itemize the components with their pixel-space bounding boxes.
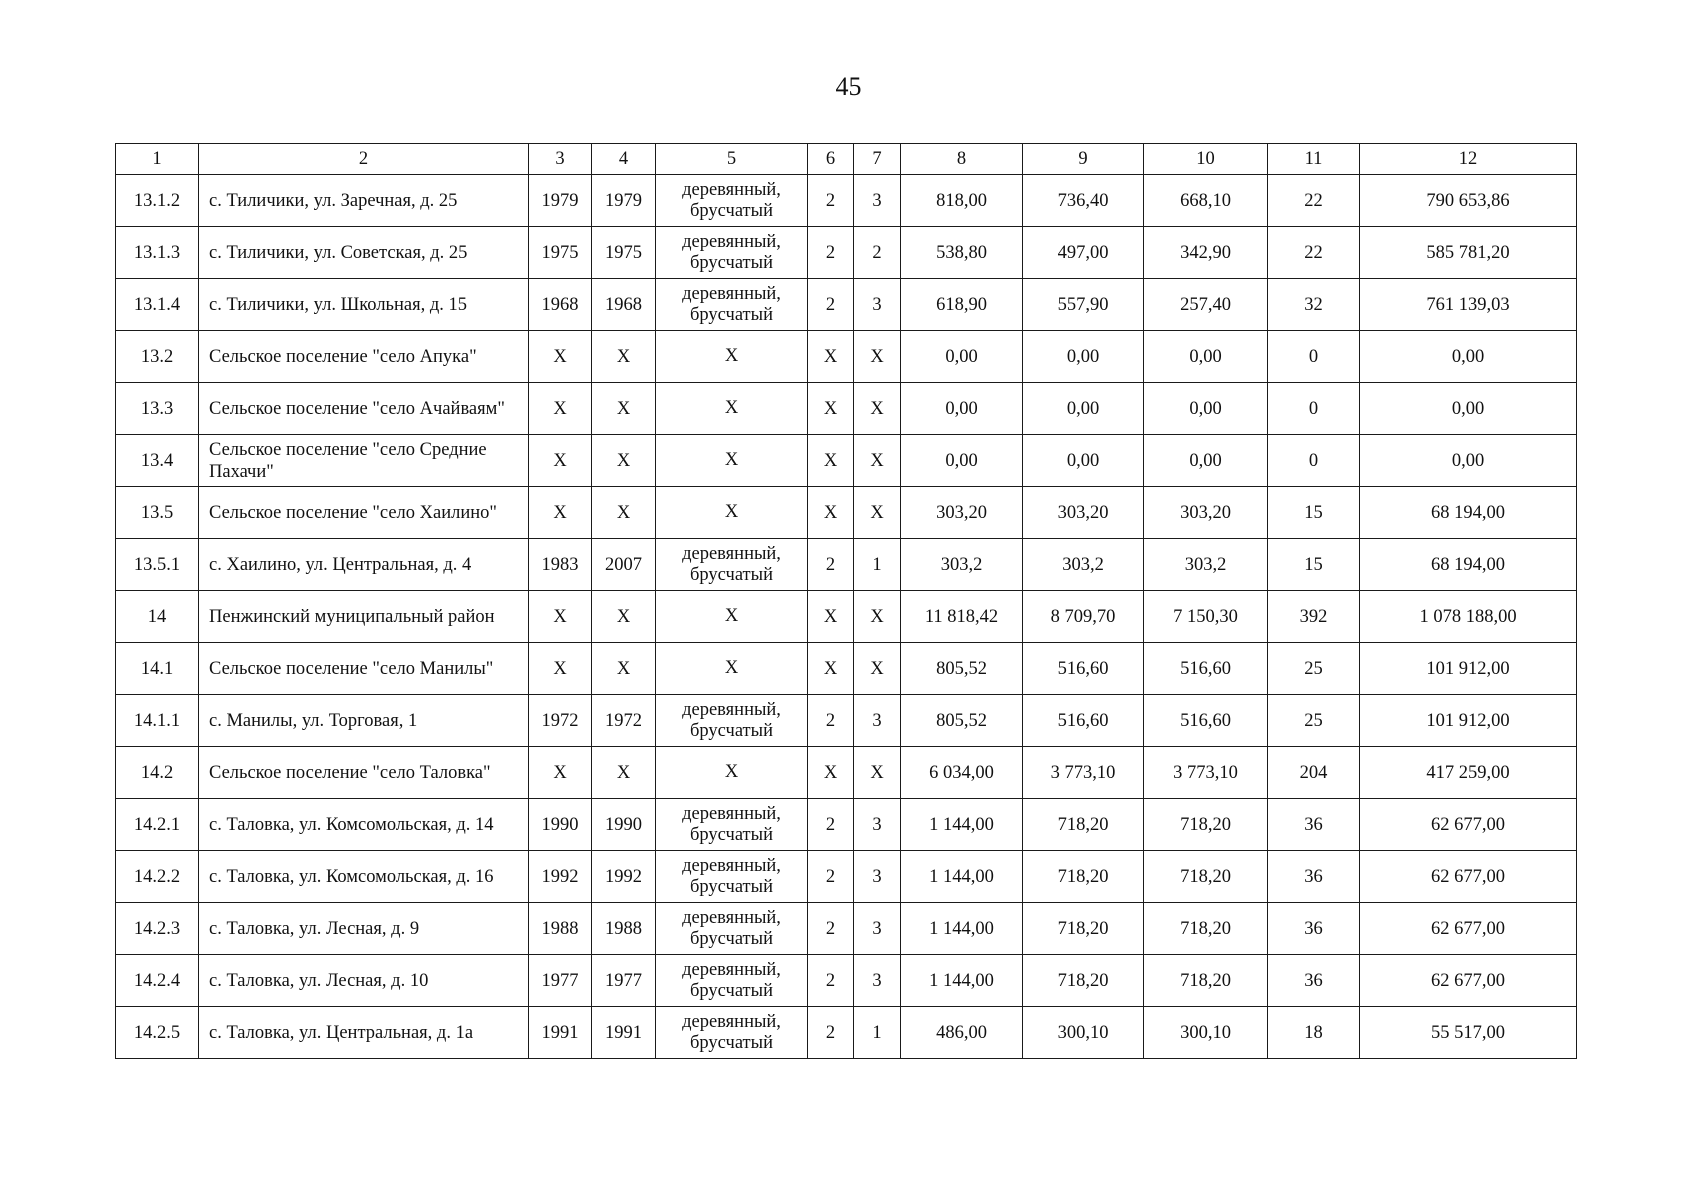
address-cell: с. Таловка, ул. Центральная, д. 1а bbox=[199, 1007, 529, 1059]
private-area-cell: 718,20 bbox=[1144, 799, 1268, 851]
floors-count-cell: 2 bbox=[808, 1007, 854, 1059]
total-area-cell: 805,52 bbox=[901, 643, 1023, 695]
private-area-cell: 0,00 bbox=[1144, 435, 1268, 487]
year-built-cell: 1990 bbox=[529, 799, 592, 851]
entrances-count-cell: 2 bbox=[854, 227, 901, 279]
cost-value-cell: 68 194,00 bbox=[1360, 487, 1577, 539]
item-number-cell: 14.2.5 bbox=[116, 1007, 199, 1059]
year-built-cell: X bbox=[529, 331, 592, 383]
private-area-cell: 342,90 bbox=[1144, 227, 1268, 279]
residents-count-cell: 0 bbox=[1268, 331, 1360, 383]
entrances-count-cell: 3 bbox=[854, 851, 901, 903]
column-number: 5 bbox=[656, 144, 808, 175]
table-row bbox=[116, 227, 1577, 279]
table-row bbox=[116, 175, 1577, 227]
floors-count-cell: X bbox=[808, 487, 854, 539]
wall-material-cell: деревянный, брусчатый bbox=[656, 903, 808, 955]
address-cell: с. Манилы, ул. Торговая, 1 bbox=[199, 695, 529, 747]
column-number: 4 bbox=[592, 144, 656, 175]
year-commissioned-cell: 1991 bbox=[592, 1007, 656, 1059]
entrances-count-cell: 3 bbox=[854, 175, 901, 227]
address-cell: с. Таловка, ул. Комсомольская, д. 16 bbox=[199, 851, 529, 903]
residents-count-cell: 204 bbox=[1268, 747, 1360, 799]
residential-area-cell: 516,60 bbox=[1023, 643, 1144, 695]
column-number-row bbox=[116, 144, 1577, 175]
item-number-cell: 13.3 bbox=[116, 383, 199, 435]
total-area-cell: 11 818,42 bbox=[901, 591, 1023, 643]
year-commissioned-cell: X bbox=[592, 435, 656, 487]
private-area-cell: 0,00 bbox=[1144, 383, 1268, 435]
item-number-cell: 13.1.3 bbox=[116, 227, 199, 279]
table-row bbox=[116, 955, 1577, 1007]
floors-count-cell: 2 bbox=[808, 799, 854, 851]
item-number-cell: 13.5 bbox=[116, 487, 199, 539]
residential-area-cell: 718,20 bbox=[1023, 955, 1144, 1007]
floors-count-cell: 2 bbox=[808, 695, 854, 747]
address-cell: с. Хаилино, ул. Центральная, д. 4 bbox=[199, 539, 529, 591]
total-area-cell: 0,00 bbox=[901, 331, 1023, 383]
table-row bbox=[116, 435, 1577, 487]
entrances-count-cell: X bbox=[854, 643, 901, 695]
year-commissioned-cell: 1977 bbox=[592, 955, 656, 1007]
residential-area-cell: 3 773,10 bbox=[1023, 747, 1144, 799]
year-built-cell: 1979 bbox=[529, 175, 592, 227]
address-cell: с. Тиличики, ул. Советская, д. 25 bbox=[199, 227, 529, 279]
residents-count-cell: 392 bbox=[1268, 591, 1360, 643]
wall-material-cell: деревянный, брусчатый bbox=[656, 695, 808, 747]
column-number: 6 bbox=[808, 144, 854, 175]
residents-count-cell: 0 bbox=[1268, 383, 1360, 435]
year-built-cell: 1977 bbox=[529, 955, 592, 1007]
item-number-cell: 14.1.1 bbox=[116, 695, 199, 747]
item-number-cell: 13.1.2 bbox=[116, 175, 199, 227]
year-commissioned-cell: 1972 bbox=[592, 695, 656, 747]
year-built-cell: 1991 bbox=[529, 1007, 592, 1059]
entrances-count-cell: X bbox=[854, 591, 901, 643]
wall-material-cell: деревянный, брусчатый bbox=[656, 955, 808, 1007]
private-area-cell: 668,10 bbox=[1144, 175, 1268, 227]
total-area-cell: 1 144,00 bbox=[901, 903, 1023, 955]
residential-area-cell: 718,20 bbox=[1023, 799, 1144, 851]
year-commissioned-cell: 1992 bbox=[592, 851, 656, 903]
wall-material-cell: деревянный, брусчатый bbox=[656, 227, 808, 279]
private-area-cell: 718,20 bbox=[1144, 851, 1268, 903]
entrances-count-cell: 3 bbox=[854, 955, 901, 1007]
item-number-cell: 14.1 bbox=[116, 643, 199, 695]
column-number: 11 bbox=[1268, 144, 1360, 175]
year-commissioned-cell: X bbox=[592, 331, 656, 383]
cost-value-cell: 62 677,00 bbox=[1360, 903, 1577, 955]
residential-area-cell: 300,10 bbox=[1023, 1007, 1144, 1059]
table-row bbox=[116, 331, 1577, 383]
table-row bbox=[116, 487, 1577, 539]
private-area-cell: 516,60 bbox=[1144, 695, 1268, 747]
year-commissioned-cell: X bbox=[592, 591, 656, 643]
table-row bbox=[116, 695, 1577, 747]
wall-material-cell: X bbox=[656, 383, 808, 435]
private-area-cell: 3 773,10 bbox=[1144, 747, 1268, 799]
wall-material-cell: X bbox=[656, 487, 808, 539]
column-number: 10 bbox=[1144, 144, 1268, 175]
entrances-count-cell: X bbox=[854, 331, 901, 383]
item-number-cell: 13.2 bbox=[116, 331, 199, 383]
year-commissioned-cell: 2007 bbox=[592, 539, 656, 591]
private-area-cell: 7 150,30 bbox=[1144, 591, 1268, 643]
residential-area-cell: 0,00 bbox=[1023, 435, 1144, 487]
address-cell: Сельское поселение "село Манилы" bbox=[199, 643, 529, 695]
table-row bbox=[116, 591, 1577, 643]
item-number-cell: 13.4 bbox=[116, 435, 199, 487]
year-commissioned-cell: 1990 bbox=[592, 799, 656, 851]
wall-material-cell: деревянный, брусчатый bbox=[656, 851, 808, 903]
residential-area-cell: 497,00 bbox=[1023, 227, 1144, 279]
table-row bbox=[116, 747, 1577, 799]
table-row bbox=[116, 903, 1577, 955]
item-number-cell: 14.2 bbox=[116, 747, 199, 799]
address-cell: Сельское поселение "село Средние Пахачи" bbox=[199, 435, 529, 487]
total-area-cell: 538,80 bbox=[901, 227, 1023, 279]
floors-count-cell: X bbox=[808, 591, 854, 643]
table-row bbox=[116, 799, 1577, 851]
table-row bbox=[116, 539, 1577, 591]
year-built-cell: 1983 bbox=[529, 539, 592, 591]
floors-count-cell: X bbox=[808, 747, 854, 799]
wall-material-cell: деревянный, брусчатый bbox=[656, 539, 808, 591]
floors-count-cell: X bbox=[808, 643, 854, 695]
cost-value-cell: 62 677,00 bbox=[1360, 955, 1577, 1007]
private-area-cell: 0,00 bbox=[1144, 331, 1268, 383]
residential-area-cell: 303,20 bbox=[1023, 487, 1144, 539]
entrances-count-cell: X bbox=[854, 435, 901, 487]
page-number: 45 bbox=[835, 72, 862, 101]
year-commissioned-cell: 1975 bbox=[592, 227, 656, 279]
cost-value-cell: 417 259,00 bbox=[1360, 747, 1577, 799]
column-number: 3 bbox=[529, 144, 592, 175]
residents-count-cell: 32 bbox=[1268, 279, 1360, 331]
floors-count-cell: 2 bbox=[808, 851, 854, 903]
cost-value-cell: 761 139,03 bbox=[1360, 279, 1577, 331]
item-number-cell: 14.2.1 bbox=[116, 799, 199, 851]
year-commissioned-cell: X bbox=[592, 487, 656, 539]
total-area-cell: 303,20 bbox=[901, 487, 1023, 539]
year-commissioned-cell: 1979 bbox=[592, 175, 656, 227]
item-number-cell: 14.2.4 bbox=[116, 955, 199, 1007]
residential-area-cell: 718,20 bbox=[1023, 851, 1144, 903]
residents-count-cell: 25 bbox=[1268, 643, 1360, 695]
address-cell: Сельское поселение "село Апука" bbox=[199, 331, 529, 383]
floors-count-cell: 2 bbox=[808, 227, 854, 279]
address-cell: Сельское поселение "село Таловка" bbox=[199, 747, 529, 799]
entrances-count-cell: 3 bbox=[854, 279, 901, 331]
cost-value-cell: 585 781,20 bbox=[1360, 227, 1577, 279]
item-number-cell: 13.1.4 bbox=[116, 279, 199, 331]
entrances-count-cell: 3 bbox=[854, 903, 901, 955]
residential-area-cell: 8 709,70 bbox=[1023, 591, 1144, 643]
address-cell: с. Таловка, ул. Комсомольская, д. 14 bbox=[199, 799, 529, 851]
total-area-cell: 818,00 bbox=[901, 175, 1023, 227]
floors-count-cell: 2 bbox=[808, 539, 854, 591]
cost-value-cell: 62 677,00 bbox=[1360, 851, 1577, 903]
floors-count-cell: 2 bbox=[808, 955, 854, 1007]
item-number-cell: 14 bbox=[116, 591, 199, 643]
cost-value-cell: 790 653,86 bbox=[1360, 175, 1577, 227]
residents-count-cell: 36 bbox=[1268, 903, 1360, 955]
cost-value-cell: 55 517,00 bbox=[1360, 1007, 1577, 1059]
residents-count-cell: 15 bbox=[1268, 539, 1360, 591]
total-area-cell: 0,00 bbox=[901, 435, 1023, 487]
wall-material-cell: деревянный, брусчатый bbox=[656, 175, 808, 227]
cost-value-cell: 62 677,00 bbox=[1360, 799, 1577, 851]
wall-material-cell: X bbox=[656, 747, 808, 799]
year-built-cell: X bbox=[529, 643, 592, 695]
residents-count-cell: 36 bbox=[1268, 851, 1360, 903]
table-row bbox=[116, 643, 1577, 695]
total-area-cell: 1 144,00 bbox=[901, 851, 1023, 903]
cost-value-cell: 0,00 bbox=[1360, 331, 1577, 383]
private-area-cell: 257,40 bbox=[1144, 279, 1268, 331]
address-cell: Сельское поселение "село Хаилино" bbox=[199, 487, 529, 539]
year-built-cell: 1968 bbox=[529, 279, 592, 331]
cost-value-cell: 101 912,00 bbox=[1360, 643, 1577, 695]
column-number: 12 bbox=[1360, 144, 1577, 175]
wall-material-cell: X bbox=[656, 591, 808, 643]
wall-material-cell: X bbox=[656, 435, 808, 487]
residential-area-cell: 736,40 bbox=[1023, 175, 1144, 227]
residents-count-cell: 22 bbox=[1268, 175, 1360, 227]
residents-count-cell: 22 bbox=[1268, 227, 1360, 279]
private-area-cell: 300,10 bbox=[1144, 1007, 1268, 1059]
total-area-cell: 486,00 bbox=[901, 1007, 1023, 1059]
floors-count-cell: X bbox=[808, 435, 854, 487]
address-cell: Пенжинский муниципальный район bbox=[199, 591, 529, 643]
residential-area-cell: 516,60 bbox=[1023, 695, 1144, 747]
item-number-cell: 14.2.3 bbox=[116, 903, 199, 955]
table-row bbox=[116, 383, 1577, 435]
column-number: 9 bbox=[1023, 144, 1144, 175]
year-commissioned-cell: X bbox=[592, 747, 656, 799]
private-area-cell: 303,20 bbox=[1144, 487, 1268, 539]
column-number: 2 bbox=[199, 144, 529, 175]
floors-count-cell: 2 bbox=[808, 903, 854, 955]
floors-count-cell: X bbox=[808, 383, 854, 435]
total-area-cell: 805,52 bbox=[901, 695, 1023, 747]
column-number: 8 bbox=[901, 144, 1023, 175]
residents-count-cell: 0 bbox=[1268, 435, 1360, 487]
floors-count-cell: X bbox=[808, 331, 854, 383]
cost-value-cell: 0,00 bbox=[1360, 435, 1577, 487]
private-area-cell: 303,2 bbox=[1144, 539, 1268, 591]
residential-area-cell: 0,00 bbox=[1023, 331, 1144, 383]
item-number-cell: 14.2.2 bbox=[116, 851, 199, 903]
private-area-cell: 718,20 bbox=[1144, 955, 1268, 1007]
year-built-cell: X bbox=[529, 747, 592, 799]
year-built-cell: X bbox=[529, 435, 592, 487]
year-built-cell: 1992 bbox=[529, 851, 592, 903]
table-row bbox=[116, 851, 1577, 903]
entrances-count-cell: 1 bbox=[854, 1007, 901, 1059]
total-area-cell: 0,00 bbox=[901, 383, 1023, 435]
floors-count-cell: 2 bbox=[808, 175, 854, 227]
total-area-cell: 1 144,00 bbox=[901, 799, 1023, 851]
year-commissioned-cell: 1988 bbox=[592, 903, 656, 955]
total-area-cell: 1 144,00 bbox=[901, 955, 1023, 1007]
residential-area-cell: 303,2 bbox=[1023, 539, 1144, 591]
wall-material-cell: деревянный, брусчатый bbox=[656, 799, 808, 851]
column-number: 1 bbox=[116, 144, 199, 175]
address-cell: с. Тиличики, ул. Заречная, д. 25 bbox=[199, 175, 529, 227]
floors-count-cell: 2 bbox=[808, 279, 854, 331]
residents-count-cell: 25 bbox=[1268, 695, 1360, 747]
year-built-cell: 1988 bbox=[529, 903, 592, 955]
year-built-cell: X bbox=[529, 591, 592, 643]
cost-value-cell: 101 912,00 bbox=[1360, 695, 1577, 747]
wall-material-cell: деревянный, брусчатый bbox=[656, 279, 808, 331]
column-number: 7 bbox=[854, 144, 901, 175]
year-commissioned-cell: X bbox=[592, 643, 656, 695]
wall-material-cell: деревянный, брусчатый bbox=[656, 1007, 808, 1059]
private-area-cell: 718,20 bbox=[1144, 903, 1268, 955]
residential-area-cell: 718,20 bbox=[1023, 903, 1144, 955]
address-cell: с. Таловка, ул. Лесная, д. 10 bbox=[199, 955, 529, 1007]
entrances-count-cell: 1 bbox=[854, 539, 901, 591]
table-row bbox=[116, 1007, 1577, 1059]
entrances-count-cell: 3 bbox=[854, 695, 901, 747]
year-commissioned-cell: 1968 bbox=[592, 279, 656, 331]
private-area-cell: 516,60 bbox=[1144, 643, 1268, 695]
year-built-cell: X bbox=[529, 383, 592, 435]
entrances-count-cell: X bbox=[854, 747, 901, 799]
year-built-cell: 1972 bbox=[529, 695, 592, 747]
wall-material-cell: X bbox=[656, 643, 808, 695]
year-built-cell: 1975 bbox=[529, 227, 592, 279]
residents-count-cell: 15 bbox=[1268, 487, 1360, 539]
year-commissioned-cell: X bbox=[592, 383, 656, 435]
residential-area-cell: 557,90 bbox=[1023, 279, 1144, 331]
item-number-cell: 13.5.1 bbox=[116, 539, 199, 591]
address-cell: с. Тиличики, ул. Школьная, д. 15 bbox=[199, 279, 529, 331]
residential-area-cell: 0,00 bbox=[1023, 383, 1144, 435]
address-cell: Сельское поселение "село Ачайваям" bbox=[199, 383, 529, 435]
entrances-count-cell: 3 bbox=[854, 799, 901, 851]
wall-material-cell: X bbox=[656, 331, 808, 383]
cost-value-cell: 1 078 188,00 bbox=[1360, 591, 1577, 643]
housing-registry-table bbox=[115, 143, 1577, 1059]
table-row bbox=[116, 279, 1577, 331]
total-area-cell: 618,90 bbox=[901, 279, 1023, 331]
residents-count-cell: 36 bbox=[1268, 955, 1360, 1007]
cost-value-cell: 0,00 bbox=[1360, 383, 1577, 435]
address-cell: с. Таловка, ул. Лесная, д. 9 bbox=[199, 903, 529, 955]
total-area-cell: 6 034,00 bbox=[901, 747, 1023, 799]
residents-count-cell: 36 bbox=[1268, 799, 1360, 851]
total-area-cell: 303,2 bbox=[901, 539, 1023, 591]
entrances-count-cell: X bbox=[854, 487, 901, 539]
residents-count-cell: 18 bbox=[1268, 1007, 1360, 1059]
cost-value-cell: 68 194,00 bbox=[1360, 539, 1577, 591]
entrances-count-cell: X bbox=[854, 383, 901, 435]
year-built-cell: X bbox=[529, 487, 592, 539]
